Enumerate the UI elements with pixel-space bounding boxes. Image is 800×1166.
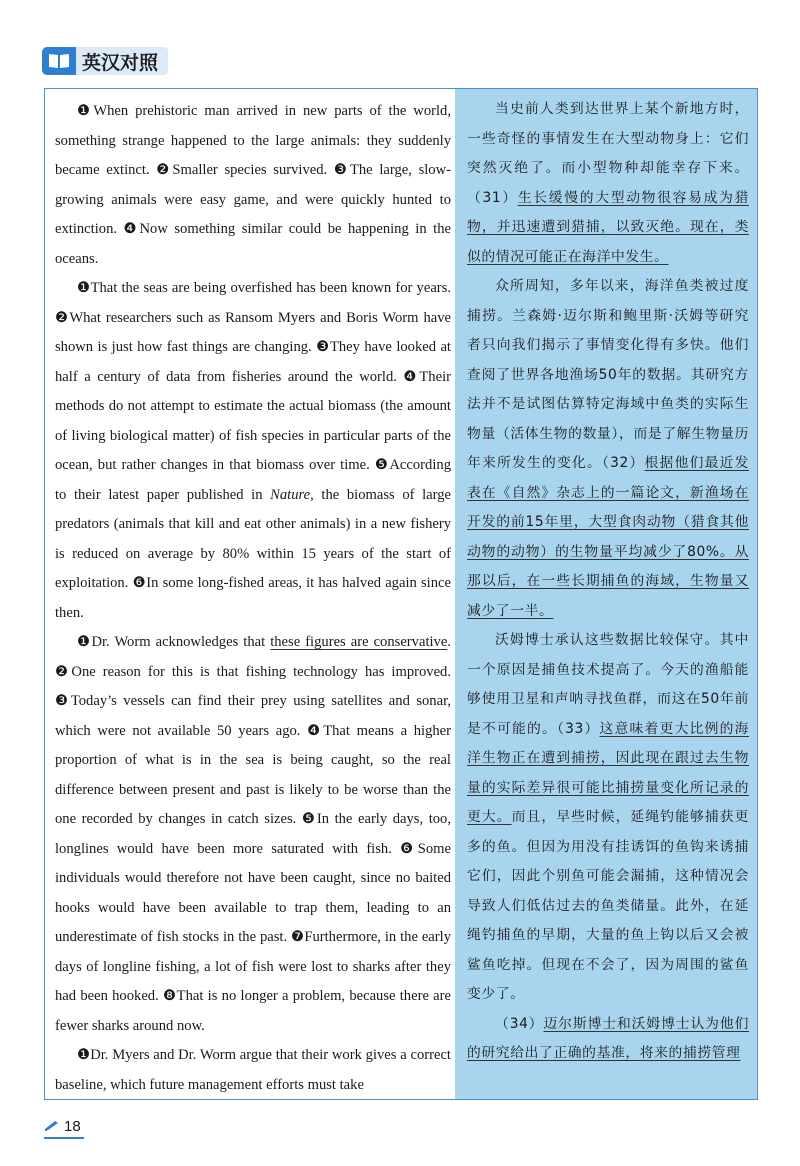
chinese-paragraph-2 [467, 272, 749, 626]
english-paragraph-3 [55, 628, 451, 1041]
chinese-paragraph-4 [467, 1010, 749, 1069]
footer-divider [44, 1137, 84, 1139]
chinese-paragraph-1 [467, 95, 749, 272]
underlined-phrase: these figures are conservative [270, 634, 448, 650]
chinese-paragraph-3-part-b: 而且，早些时候，延绳钓能够捕获更多的鱼。但因为用没有挂诱饵的鱼钩来诱捕它们，因此个别鱼可能会漏捕，这种情况会导致人们低估过去的鱼类储量。此外，在延绳钓捕鱼的早期，大量的鱼上钩以后又会被鲨鱼吃掉。但现在不会了，因为周围的鲨鱼变少了。 [467, 809, 749, 1002]
section-title: 英汉对照 [76, 47, 168, 75]
english-paragraph-1: ❶When prehistoric man arrived in new parts of the world, something strange happened to the large animals: they suddenly became extinct. ❷Smaller species survived. ❸The large, slow-growing animals were easy game, and were quickly hunted to extinction. ❹Now something similar could be happening in the oceans. [55, 103, 451, 267]
chinese-paragraph-3 [467, 626, 749, 1010]
chinese-underlined-31: 生长缓慢的大型动物很容易成为猎物，并迅速遭到猎捕，以致灭绝。现在，类似的情况可能正在海洋中发生。 [467, 189, 749, 265]
journal-name: Nature [270, 486, 311, 503]
bilingual-frame [44, 88, 758, 1100]
english-paragraph-3-part-a: ❶Dr. Worm acknowledges that [77, 634, 271, 650]
english-paragraph-2-part-a: ❶That the seas are being overfished has been known for years. ❷What researchers such as Ransom Myers and Boris Worm have shown is just how fast things are changing. ❸They have looked at half a century of data from fisheries around the world. ❹Their methods do not attempt to estimate the actual biomass (the amount of living biological matter) of fish species in particular parts of the ocean, but rather changes in that biomass over time. ❺According to their latest paper published in [55, 280, 451, 503]
page-footer [44, 1118, 81, 1135]
chinese-underlined-33: 这意味着更大比例的海洋生物正在遭到捕捞，因此现在跟过去生物量的实际差异很可能比捕捞量变化所记录的更大。 [467, 720, 749, 825]
pen-icon [44, 1118, 60, 1135]
chinese-column [455, 89, 758, 1100]
section-header [42, 46, 168, 76]
page-number: 18 [64, 1118, 81, 1135]
english-paragraph-4: ❶Dr. Myers and Dr. Worm argue that their work gives a correct baseline, which future management efforts must take [55, 1047, 451, 1093]
english-paragraph-2-part-b: , the biomass of large predators (animals that kill and eat other animals) in a new fishery is reduced on average by 80% within 15 years of the start of exploitation. ❻In some long-fished areas, it has halved again since then. [55, 486, 452, 621]
chinese-paragraph-4-part-a: （34） [495, 1015, 544, 1032]
chinese-underlined-34: 迈尔斯博士和沃姆博士认为他们的研究给出了正确的基准，将来的捕捞管理 [467, 1015, 749, 1061]
chinese-underlined-32: 根据他们最近发表在《自然》杂志上的一篇论文，新渔场在开发的前15年里，大型食肉动物（猎食其他动物的动物）的生物量平均减少了80%。从那以后，在一些长期捕鱼的海域，生物量又减少了一半。 [467, 455, 749, 619]
chinese-paragraph-2-part-a: 众所周知，多年以来，海洋鱼类被过度捕捞。兰森姆·迈尔斯和鲍里斯·沃姆等研究者只向我们揭示了事情变化得有多快。他们查阅了世界各地渔场50年的数据。其研究方法并不是试图估算特定海域中鱼类的实际生物量（活体生物的数量），而是了解生物量历年来所发生的变化。（32） [467, 278, 749, 471]
english-paragraph-3-part-b: . ❷One reason for this is that fishing technology has improved. ❸Today’s vessels can find their prey using satellites and sonar, which were not available 50 years ago. ❹That means a higher proportion of what is in the sea is being caught, so the real difference between present and past is likely to be worse than the one recorded by changes in catch sizes. ❺In the early days, too, longlines would have been more saturated with fish. ❻Some individuals would therefore not have been caught, since no baited hooks would have been available to trap them, leading to an underestimate of fish stocks in the past. ❼Furthermore, in the early days of longline fishing, a lot of fish were lost to sharks after they had been hooked. ❽That is no longer a problem, because there are fewer sharks around now. [55, 634, 451, 1034]
english-column [55, 97, 451, 1100]
chinese-paragraph-1-part-a: 当史前人类到达世界上某个新地方时，一些奇怪的事情发生在大型动物身上：它们突然灭绝了。而小型物种却能幸存下来。（31） [467, 101, 749, 206]
book-icon [42, 47, 76, 75]
english-paragraph-2 [55, 274, 451, 628]
chinese-paragraph-3-part-a: 沃姆博士承认这些数据比较保守。其中一个原因是捕鱼技术提高了。今天的渔船能够使用卫星和声呐寻找鱼群，而这在50年前是不可能的。（33） [467, 632, 749, 737]
